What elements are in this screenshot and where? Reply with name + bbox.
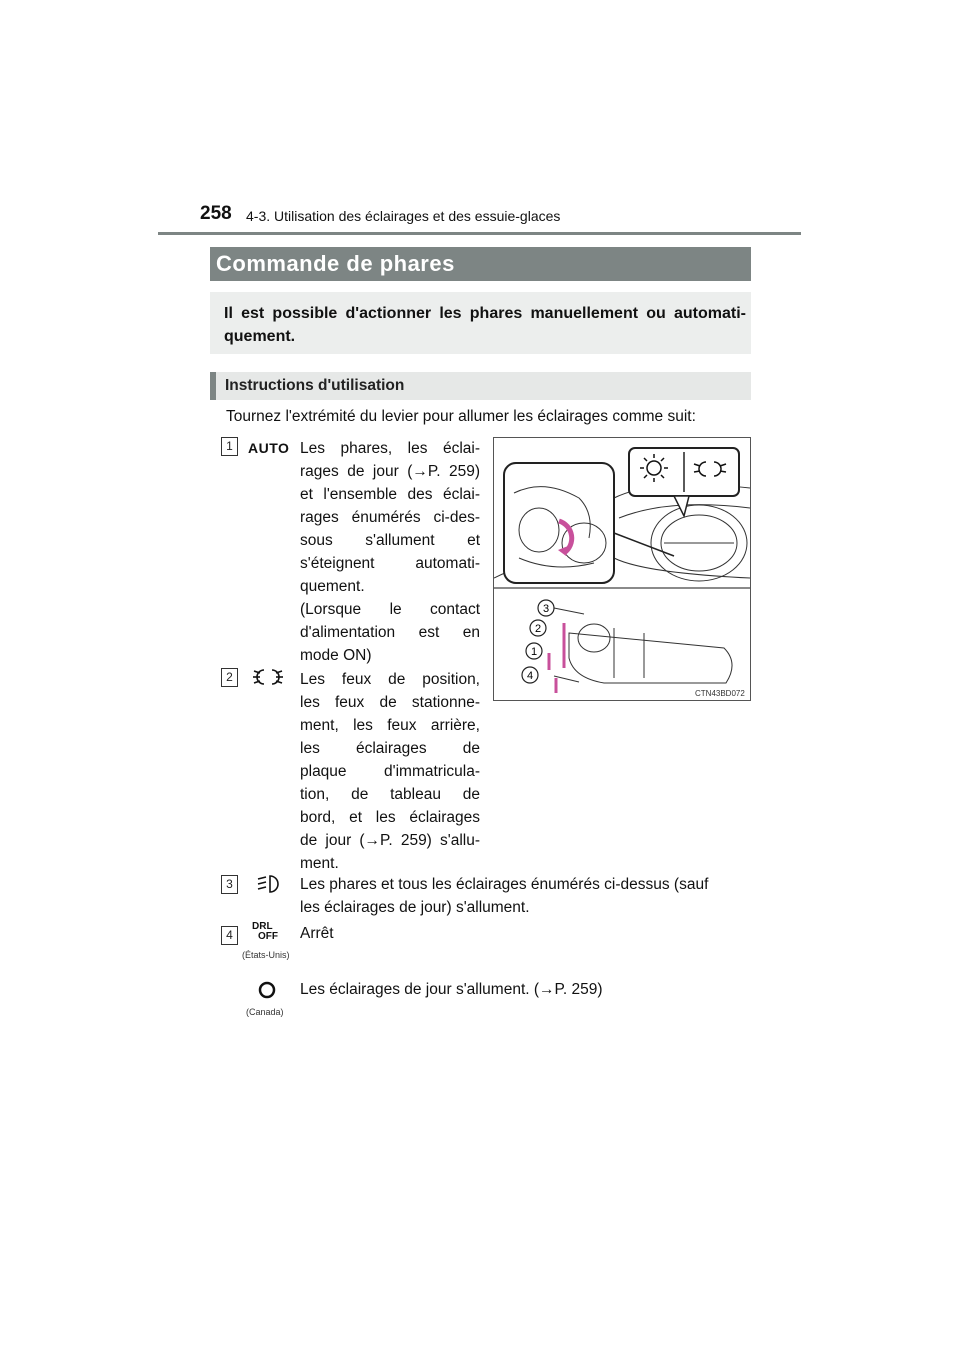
canada-description: Les éclairages de jour s'allument. (→P. 259) (300, 981, 603, 998)
callout-label: 1 (530, 646, 538, 658)
page-number: 258 (200, 203, 232, 224)
item-number-badge: 2 (221, 668, 238, 687)
circle-off-icon (257, 980, 277, 1000)
intro-text: Il est possible d'actionner les phares manuellement ou automati-quement. (224, 305, 746, 345)
desc-line: (Lorsque le contact (300, 601, 480, 618)
desc-line: ment, les feux arrière, (300, 717, 480, 734)
callout-label: 3 (542, 603, 550, 615)
header-divider (158, 232, 801, 235)
callout-label: 4 (526, 670, 534, 682)
item-3-description (300, 873, 750, 919)
callout-label: 2 (534, 623, 542, 635)
item-number-badge: 1 (221, 437, 238, 456)
desc-line: tion, de tableau de (300, 786, 480, 803)
figure-code: CTN43BD072 (695, 689, 745, 698)
desc-line: mode ON) (300, 647, 372, 664)
desc-line: quement. (300, 578, 365, 595)
desc-line: de jour (→P. 259) s'allu- (300, 832, 480, 849)
lead-text: Tournez l'extrémité du levier pour allumer les éclairages comme suit: (226, 408, 696, 425)
region-caption: (Canada) (246, 1007, 284, 1017)
subsection-title: Instructions d'utilisation (225, 377, 405, 394)
desc-line: Les feux de position, (300, 671, 480, 688)
desc-line: les éclairages de (300, 740, 480, 757)
desc-line: bord, et les éclairages (300, 809, 480, 826)
off-label: OFF (258, 931, 278, 942)
desc-line: et l'ensemble des éclai- (300, 486, 480, 503)
desc-line: rages de jour (→P. 259) (300, 463, 480, 480)
auto-icon: AUTO (248, 440, 290, 456)
desc-line: les feux de stationne- (300, 694, 480, 711)
chapter-title: 4-3. Utilisation des éclairages et des essuie-glaces (246, 208, 561, 224)
drl-off-icon (252, 921, 278, 942)
desc-line: s'éteignent automati- (300, 555, 480, 572)
desc-line: Les phares, les éclai- (300, 440, 480, 457)
headlight-icon (256, 873, 282, 895)
region-caption: (États-Unis) (242, 950, 290, 960)
item-number-badge: 4 (221, 926, 238, 945)
desc-line: d'alimentation est en (300, 624, 480, 641)
subsection-accent (210, 372, 216, 400)
item-1-description (300, 437, 480, 667)
lever-illustration (493, 437, 751, 701)
drl-label: DRL (252, 921, 273, 932)
desc-line: ment. (300, 855, 339, 872)
position-lights-icon (252, 666, 284, 688)
desc-line: Les phares et tous les éclairages énumérés ci-dessus (sauf (300, 876, 709, 893)
item-2-description (300, 668, 480, 875)
desc-line: sous s'allument et (300, 532, 480, 549)
section-title: Commande de phares (216, 251, 455, 276)
desc-line: les éclairages de jour) s'allument. (300, 899, 530, 916)
desc-line: plaque d'immatricula- (300, 763, 480, 780)
lever-illustration-svg (494, 438, 750, 700)
item-number-badge: 3 (221, 875, 238, 894)
item-4-description: Arrêt (300, 925, 334, 942)
desc-line: rages énumérés ci-des- (300, 509, 480, 526)
